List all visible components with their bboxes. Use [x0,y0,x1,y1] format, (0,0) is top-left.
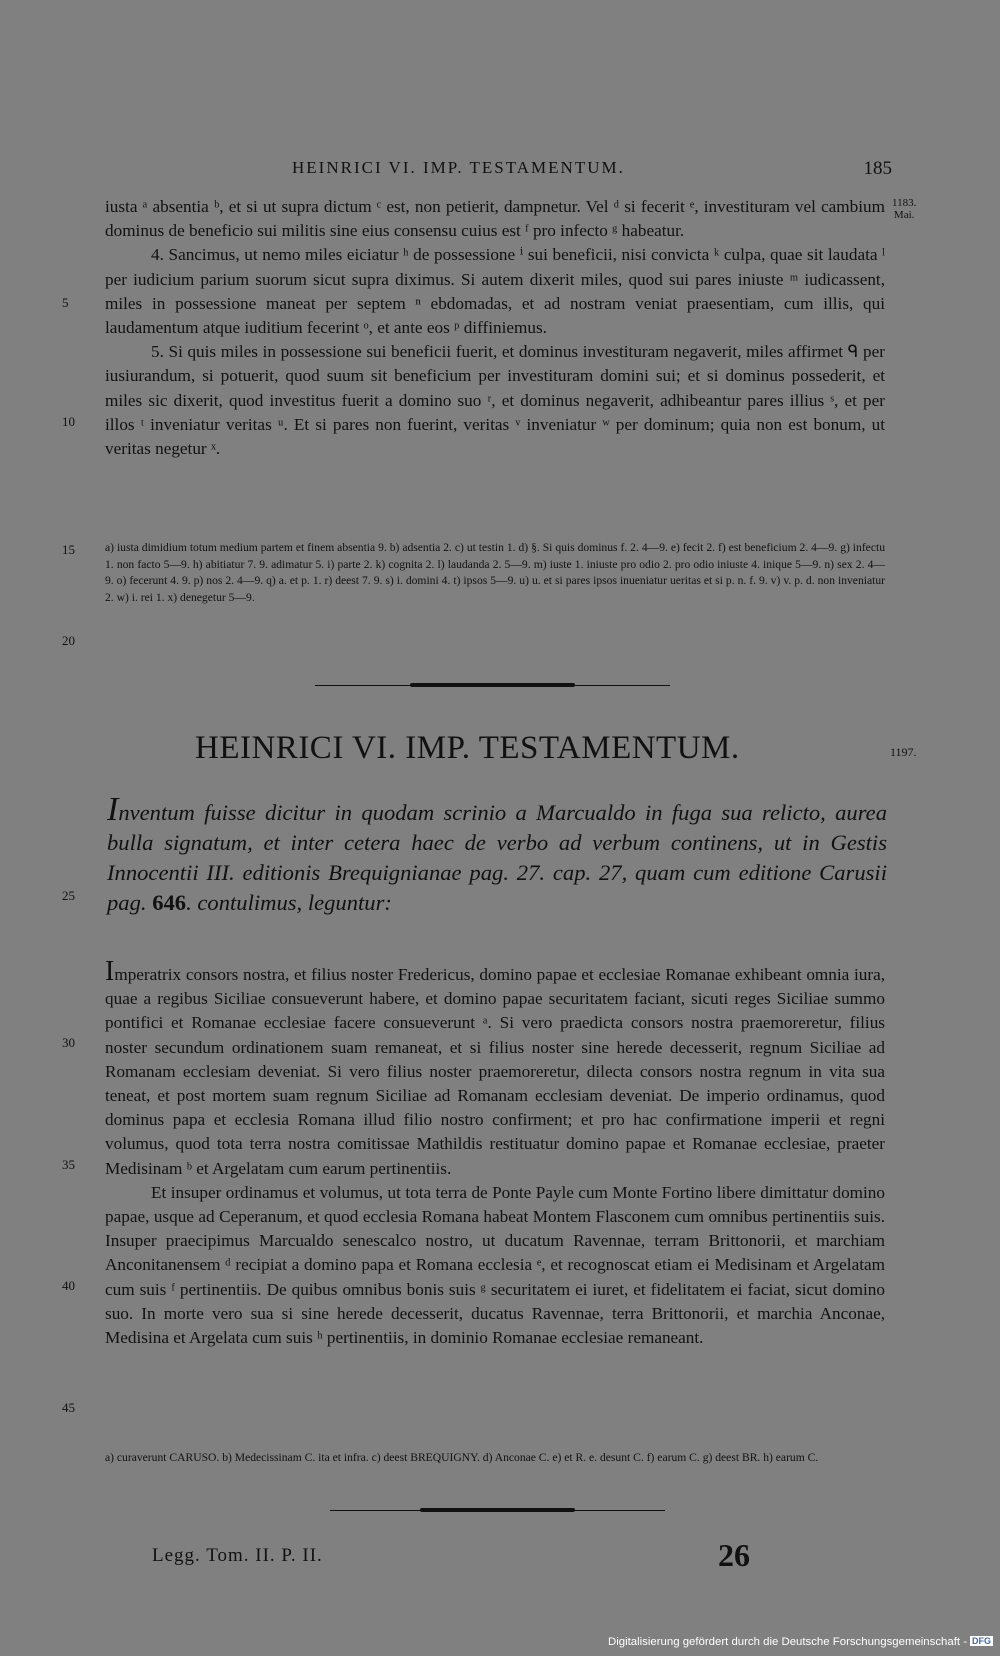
top-text-block [105,195,885,461]
top-paragraph-4: 4. Sancimus, ut nemo miles eiciatur ʰ de possessione ⁱ sui beneficii, nisi convicta ᵏ culpa, quae sit laudata ˡ per iudicium parium suorum sicut supra diximus. Si autem dixerit miles, quod sui pares iniuste ᵐ iudicassent, miles in possessione maneat per septem ⁿ ebdomadas, et ad nostram veniat praesentiam, cum illis, qui laudamentum atque iuditium fecerint ᵒ, et ante eos ᵖ diffiniemus. [105,245,885,338]
main-paragraph-2: Et insuper ordinamus et volumus, ut tota terra de Ponte Payle cum Monte Fortino libere dimittatur domino papae, usque ad Ceperanum, et quod ecclesia Romana habeat Montem Flasconem cum omnibus pertinentiis suis. Insuper praecipimus Marcualdo senescalco nostro, ut ducatum Ravennae, terram Brittonorii, et marchiam Anconitanensem ᵈ recipiat a domino papa et Romana ecclesia ᵉ, et recognoscat etiam ei Medisinam et Argelatam cum suis ᶠ pertinentiis. De quibus omnibus bonis suis ᵍ securitatem ei iuret, et fidelitatem ei faciat, sicut domino suo. In morte vero sua si sine herede decesserit, ducatus Ravennae, terra Brittonorii, et marchia Anconae, Medisina et Argelata cum suis ʰ pertinentiis, in dominio Romanae ecclesiae remaneant. [105,1182,885,1348]
line-number: 5 [62,295,69,310]
intro-body: nventum fuisse dicitur in quodam scrinio a Marcualdo in fuga sua relicto, aurea bulla signatum, et inter cetera haec de verbo ad verbum continens, ut in Gestis Innocentii III. editionis Brequignianae pag. 27. cap. 27, quam cum editione Carusii pag. [107,800,887,915]
main-text-block [105,956,885,1350]
section-rule-thick [410,683,575,687]
line-number: 45 [62,1400,75,1415]
line-number: 10 [62,414,75,429]
line-number: 35 [62,1157,75,1172]
margin-date-month: Mai. [893,209,915,221]
signature-number: 26 [718,1537,750,1573]
main-footnotes [105,1450,885,1467]
top-footnotes [105,540,885,606]
line-number: 30 [62,1035,75,1050]
line-number: 15 [62,542,75,557]
line-number: 40 [62,1278,75,1293]
line-number: 25 [62,888,75,903]
main-initial: I [105,956,115,987]
credit-text: Digitalisierung gefördert durch die Deutsche Forschungsgemeinschaft - [608,1636,967,1648]
top-footnotes-text: a) iusta dimidium totum medium partem et finem absentia 9. b) adsentia 2. c) ut testin 1. d) §. Si quis dominus f. 2. 4—9. e) fecit 2. f) est beneficium 2. 4—9. g) infectu 1. non facto 5—9. h) abitiatur 7. 9. adimatur 5. i) parte 2. k) cognita 2. l) laudanda 2. 5—9. m) iuste 1. iniuste pro odio 2. pro odio iniuste 4. inique 5—9. n) sex 2. 4—9. o) fecerunt 4. 9. p) nos 2. 4—9. q) a. et p. 1. r) deest 7. 9. s) i. domini 4. t) ipsos 5—9. u) u. et si pares ipsos inueniatur ueritas et si p. n. f. 9. v) v. p. d. non inveniatur 2. w) i. rei 1. x) denegetur 5—9. [105,541,885,604]
digitization-credit [608,1636,993,1648]
main-paragraph-1 [105,956,885,1181]
running-header [92,158,892,180]
intro-ending: . contulimus, leguntur: [186,890,392,915]
top-paragraph-1: iusta ᵃ absentia ᵇ, et si ut supra dictum ᶜ est, non petierit, dampnetur. Vel ᵈ si fecerit ᵉ, investituram vel cambium dominus de beneficio sui militis sine eius consensu cuius est ᶠ pro infecto ᵍ habeatur. [105,197,885,241]
section-year: 1197. [890,745,917,759]
signature-label: Legg. Tom. II. P. II. [152,1545,323,1566]
top-paragraph-5: 5. Si quis miles in possessione sui beneficii fuerit, et dominus investituram negaverit, miles affirmet ᑫ per iusiurandum, si potuerit, quod suum sit beneficium per investituram domini sui; et si dominus possederit, et miles sic dixerit, quod investitus fuerit a domino suo ʳ, et dominus negaverit, adhibeantur pares illius ˢ, et per illos ᵗ inveniatur veritas ᵘ. Et si pares non fuerint, veritas ᵛ inveniatur ʷ per dominum; quia non est bonum, ut veritas negetur ˣ. [105,342,885,459]
intro-page-ref: 646 [152,890,187,915]
intro-initial: I [107,791,119,828]
running-title: HEINRICI VI. IMP. TESTAMENTUM. [292,158,625,177]
main-footnotes-text: a) curaverunt CARUSO. b) Medecissinam C. ita et infra. c) deest BREQUIGNY. d) Anconae C. e) et R. e. desunt C. f) earum C. g) deest BR. h) earum C. [105,1451,819,1464]
main-paragraph-1-text: mperatrix consors nostra, et filius noster Fredericus, domino papae et ecclesiae Romanae exhibeant omnia iura, quae a regibus Siciliae consueverunt habere, et domino papae securitatem faciant, sicuti reges Siciliae summo pontifici et Romanae ecclesiae facere consueverunt ᵃ. Si vero praedicta consors nostra praemoreretur, filius noster secundum ordinationem suam remaneat, et si filius noster sine herede decesserit, regnum Siciliae ad Romanam ecclesiam deveniat. Si vero filius noster praemoreretur, dilecta consors nostra regnum in vita sua teneat, et post mortem suam regnum Siciliae ad Romanam ecclesiam deveniat. De imperio ordinamus, quod dominus papa et ecclesia Romana illud filio nostro confirment; et pro hac confirmatione imperii et regni volumus, quod tota terra nostra comitissae Mathildis restituatur domino papae et Romanae ecclesiae, praeter Medisinam ᵇ et Argelatam cum earum pertinentiis. [105,965,885,1178]
bottom-rule-thick [420,1508,575,1512]
intro-text [107,791,887,918]
margin-date-year: 1183. [892,197,917,209]
dfg-logo: DFG [972,1636,991,1646]
margin-date [892,197,916,221]
line-number: 20 [62,633,75,648]
section-heading: HEINRICI VI. IMP. TESTAMENTUM. [195,730,740,766]
page-number: 185 [863,158,892,179]
